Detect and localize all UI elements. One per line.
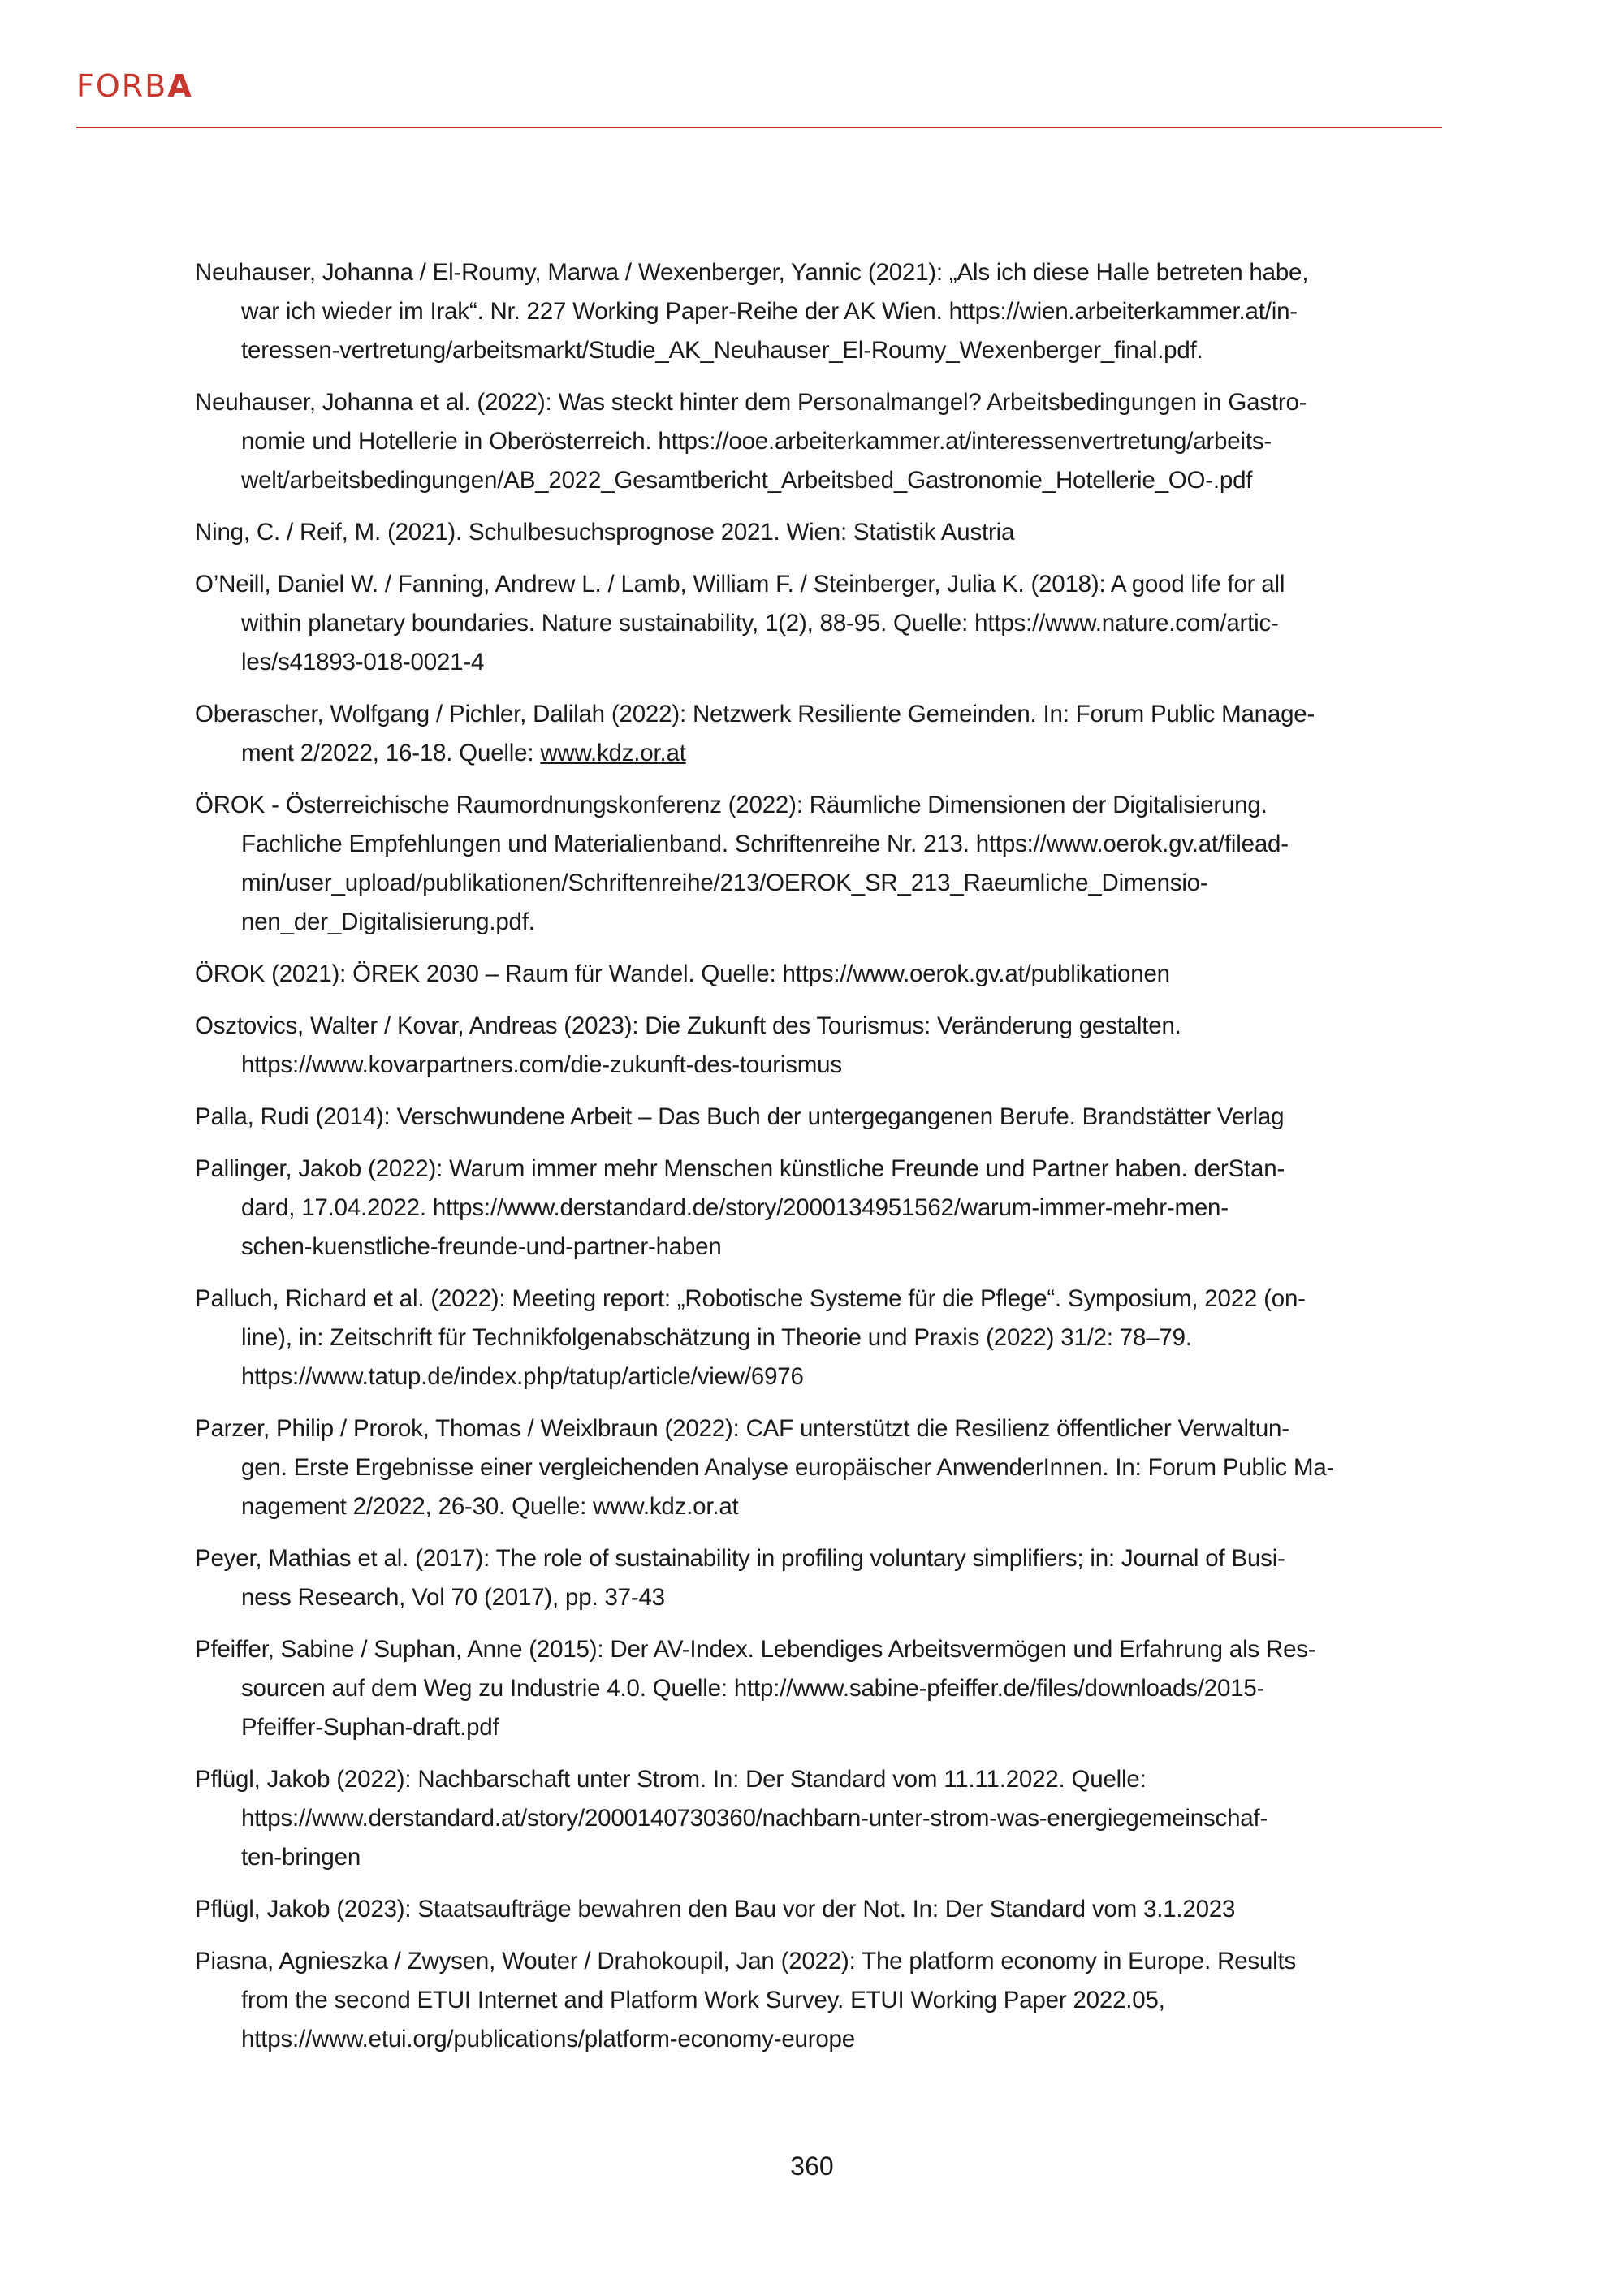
logo-text-regular: FORB xyxy=(76,68,168,104)
reference-line: Parzer, Philip / Prorok, Thomas / Weixlbraun (2022): CAF unterstützt die Resilienz öffentlicher Verwaltun- xyxy=(195,1415,1289,1442)
reference-line: https://www.kovarpartners.com/die-zukunft-des-tourismus xyxy=(241,1051,842,1078)
reference-line: Neuhauser, Johanna et al. (2022): Was steckt hinter dem Personalmangel? Arbeitsbedingungen in Gastro- xyxy=(195,389,1307,416)
reference-line: Pfeiffer, Sabine / Suphan, Anne (2015): Der AV-Index. Lebendiges Arbeitsvermögen und Erfahrung als Res- xyxy=(195,1636,1316,1663)
reference-line: min/user_upload/publikationen/Schriftenreihe/213/OEROK_SR_213_Raeumliche_Dimensio- xyxy=(241,870,1208,896)
reference-line: https://www.tatup.de/index.php/tatup/article/view/6976 xyxy=(241,1363,804,1390)
reference-entry xyxy=(195,565,1442,682)
reference-entry xyxy=(195,1760,1442,1877)
reference-line: ÖROK (2021): ÖREK 2030 – Raum für Wandel. Quelle: https://www.oerok.gv.at/publikationen xyxy=(195,960,1170,987)
reference-entry xyxy=(195,1007,1442,1085)
reference-entry xyxy=(195,1890,1442,1929)
reference-line: ness Research, Vol 70 (2017), pp. 37-43 xyxy=(241,1584,665,1611)
reference-link[interactable]: www.kdz.or.at xyxy=(540,740,686,766)
reference-line: nagement 2/2022, 26-30. Quelle: www.kdz.or.at xyxy=(241,1493,739,1520)
reference-line: from the second ETUI Internet and Platform Work Survey. ETUI Working Paper 2022.05, xyxy=(241,1987,1165,2013)
reference-entry xyxy=(195,1942,1442,2059)
reference-line: sourcen auf dem Weg zu Industrie 4.0. Quelle: http://www.sabine-pfeiffer.de/files/downloads/2015- xyxy=(241,1675,1265,1702)
reference-entry xyxy=(195,955,1442,994)
reference-line: Pfeiffer-Suphan-draft.pdf xyxy=(241,1714,499,1741)
reference-line: Fachliche Empfehlungen und Materialienband. Schriftenreihe Nr. 213. https://www.oerok.gv.at/filead- xyxy=(241,831,1289,857)
reference-line: Palla, Rudi (2014): Verschwundene Arbeit – Das Buch der untergegangenen Berufe. Brandstätter Verlag xyxy=(195,1103,1285,1130)
reference-line: Palluch, Richard et al. (2022): Meeting report: „Robotische Systeme für die Pflege“. Symposium, 2022 (on- xyxy=(195,1285,1306,1312)
reference-line: dard, 17.04.2022. https://www.derstandard.de/story/2000134951562/warum-immer-mehr-men- xyxy=(241,1194,1229,1221)
reference-line: Pflügl, Jakob (2023): Staatsaufträge bewahren den Bau vor der Not. In: Der Standard vom 3.1.2023 xyxy=(195,1896,1236,1923)
reference-line: Pflügl, Jakob (2022): Nachbarschaft unter Strom. In: Der Standard vom 11.11.2022. Quelle: xyxy=(195,1766,1147,1793)
reference-line: O’Neill, Daniel W. / Fanning, Andrew L. / Lamb, William F. / Steinberger, Julia K. (2018): A good life for all xyxy=(195,571,1285,598)
reference-list xyxy=(195,253,1442,2072)
reference-line: https://www.etui.org/publications/platform-economy-europe xyxy=(241,2026,855,2052)
reference-line: line), in: Zeitschrift für Technikfolgenabschätzung in Theorie und Praxis (2022) 31/2: 78–79. xyxy=(241,1324,1192,1351)
reference-line: gen. Erste Ergebnisse einer vergleichenden Analyse europäischer AnwenderInnen. In: Forum Public Ma- xyxy=(241,1454,1335,1481)
logo-text-bold: A xyxy=(167,68,193,104)
reference-line: Oberascher, Wolfgang / Pichler, Dalilah (2022): Netzwerk Resiliente Gemeinden. In: Forum Public Manage- xyxy=(195,701,1315,727)
reference-line: nen_der_Digitalisierung.pdf. xyxy=(241,908,535,935)
reference-line: les/s41893-018-0021-4 xyxy=(241,649,485,675)
reference-line: ment 2/2022, 16-18. Quelle: xyxy=(241,740,541,766)
reference-line: Pallinger, Jakob (2022): Warum immer mehr Menschen künstliche Freunde und Partner haben. derStan- xyxy=(195,1155,1285,1182)
reference-line: teressen-vertretung/arbeitsmarkt/Studie_AK_Neuhauser_El-Roumy_Wexenberger_final.pdf. xyxy=(241,337,1203,364)
reference-line: https://www.derstandard.at/story/2000140730360/nachbarn-unter-strom-was-energiegemeinschaf- xyxy=(241,1805,1268,1832)
reference-line: war ich wieder im Irak“. Nr. 227 Working Paper-Reihe der AK Wien. https://wien.arbeiterkammer.at/in- xyxy=(241,298,1298,325)
reference-line: Ning, C. / Reif, M. (2021). Schulbesuchsprognose 2021. Wien: Statistik Austria xyxy=(195,519,1015,546)
page-number: 360 xyxy=(790,2151,834,2181)
reference-entry xyxy=(195,253,1442,370)
reference-line: Neuhauser, Johanna / El-Roumy, Marwa / Wexenberger, Yannic (2021): „Als ich diese Halle betreten habe, xyxy=(195,259,1309,286)
reference-entry xyxy=(195,1539,1442,1617)
reference-line: ten-bringen xyxy=(241,1844,361,1871)
reference-line: schen-kuenstliche-freunde-und-partner-haben xyxy=(241,1233,722,1260)
reference-line: Piasna, Agnieszka / Zwysen, Wouter / Drahokoupil, Jan (2022): The platform economy in Europe. Results xyxy=(195,1948,1297,1974)
reference-line: Osztovics, Walter / Kovar, Andreas (2023): Die Zukunft des Tourismus: Veränderung gestalten. xyxy=(195,1012,1181,1039)
reference-line: ÖROK - Österreichische Raumordnungskonferenz (2022): Räumliche Dimensionen der Digitalisierung. xyxy=(195,792,1268,818)
reference-line: nomie und Hotellerie in Oberösterreich. https://ooe.arbeiterkammer.at/interessenvertretung/arbeits- xyxy=(241,428,1272,455)
header-divider xyxy=(76,127,1442,128)
reference-entry xyxy=(195,1098,1442,1137)
reference-line: Peyer, Mathias et al. (2017): The role of sustainability in profiling voluntary simplifiers; in: Journal of Busi- xyxy=(195,1545,1285,1572)
reference-entry xyxy=(195,513,1442,552)
reference-entry xyxy=(195,1280,1442,1396)
forba-logo xyxy=(76,68,193,104)
reference-entry xyxy=(195,786,1442,942)
reference-entry xyxy=(195,383,1442,500)
reference-line: welt/arbeitsbedingungen/AB_2022_Gesamtbericht_Arbeitsbed_Gastronomie_Hotellerie_OO-.pdf xyxy=(241,467,1253,494)
reference-entry xyxy=(195,1409,1442,1526)
reference-entry xyxy=(195,695,1442,773)
reference-line: within planetary boundaries. Nature sustainability, 1(2), 88-95. Quelle: https://www.nature.com/artic- xyxy=(241,610,1279,637)
reference-entry xyxy=(195,1630,1442,1747)
reference-entry xyxy=(195,1150,1442,1267)
